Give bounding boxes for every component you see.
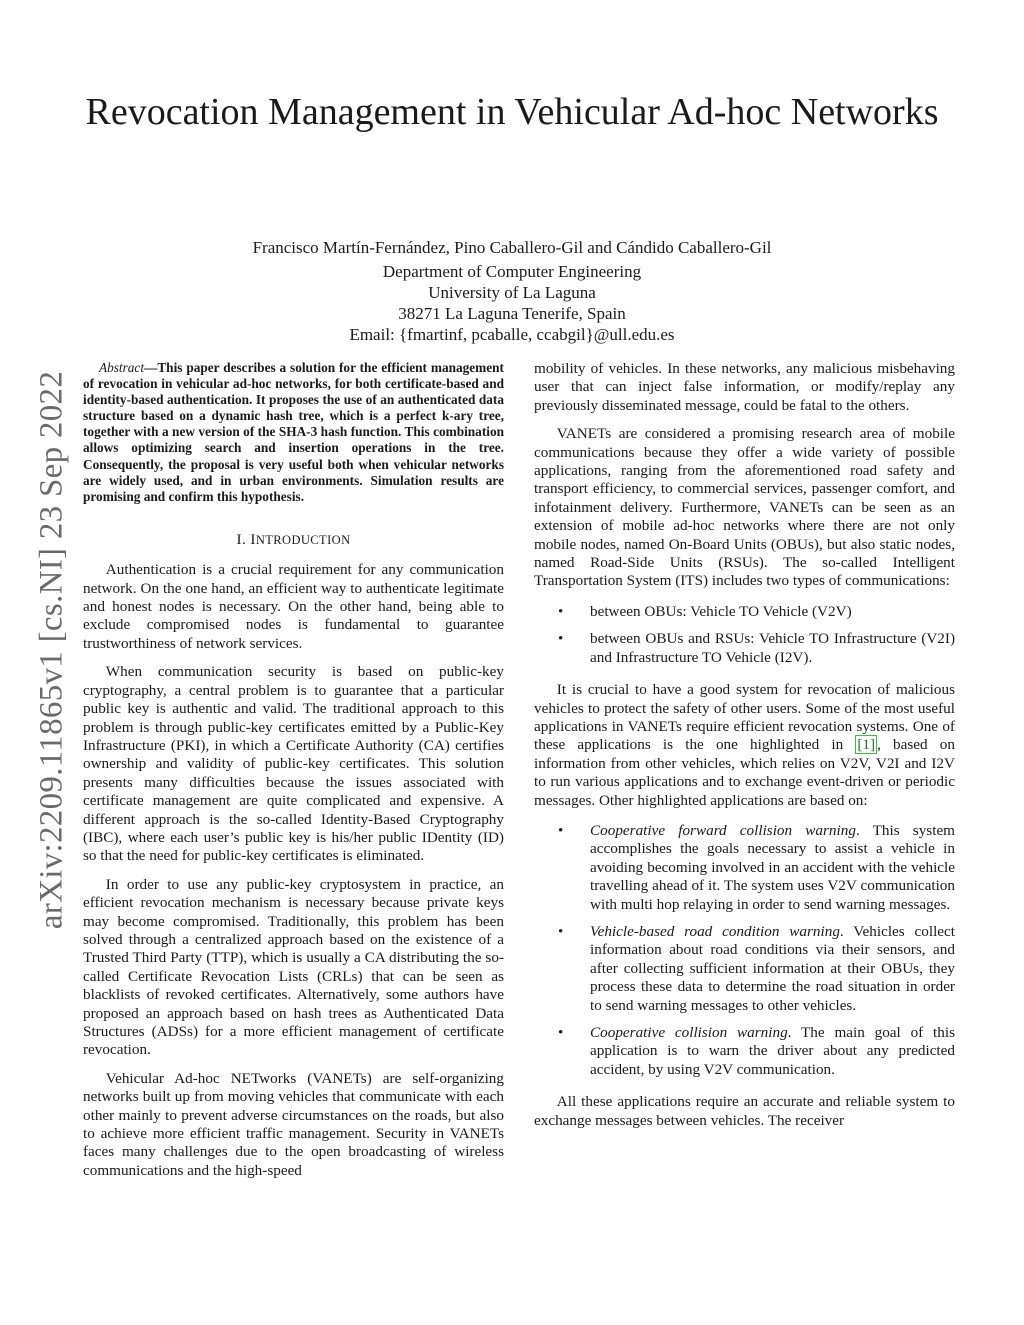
- list-item: • Cooperative forward collision warning. This system accomplishes the goals necessary to assist a vehicle in avoiding becoming involved in an accident with the vehicle travelling ahead of it. The system uses V2V communication with multi hop relaying in order to send warning messages.: [558, 821, 955, 913]
- arxiv-stamp: arXiv:2209.11865v1 [cs.NI] 23 Sep 2022: [33, 370, 70, 930]
- closing-paragraph: All these applications require an accurate and reliable system to exchange messages between vehicles. The receiver: [534, 1093, 955, 1129]
- applications-list: [534, 822, 955, 1079]
- list-item: • between OBUs and RSUs: Vehicle TO Infrastructure (V2I) and Infrastructure TO Vehicle (I2V).: [558, 630, 955, 666]
- abstract-text: —This paper describes a solution for the efficient management of revocation in vehicular ad-hoc networks, for both certificate-based and identity-based authentication. It proposes the use of an authenticated data structure based on a dynamic hash tree, which is a perfect k-ary tree, together with a new version of the SHA-3 hash function. This combination allows optimizing search and insertion operations in the tree. Consequently, the proposal is very useful both when vehicular networks are widely used, and in urban environments. Simulation results are promising and confirm this hypothesis.: [83, 360, 504, 504]
- application-name: Cooperative forward collision warning: [590, 821, 856, 839]
- list-item: • between OBUs: Vehicle TO Vehicle (V2V): [558, 602, 852, 620]
- abstract-label: Abstract: [98, 360, 145, 375]
- section-title-rest: NTRODUCTION: [255, 532, 351, 547]
- section-initial: I: [250, 530, 256, 548]
- section-number: I.: [236, 530, 247, 548]
- application-name: Cooperative collision warning: [590, 1024, 788, 1041]
- bullet-icon: •: [558, 1024, 564, 1041]
- affiliation-department: Department of Computer Engineering: [382, 262, 642, 281]
- affiliation-address: 38271 La Laguna Tenerife, Spain: [398, 304, 626, 323]
- bullet-icon: •: [558, 922, 564, 940]
- communication-types-list: [534, 603, 955, 667]
- intro-paragraph-4: Vehicular Ad-hoc NETworks (VANETs) are self-organizing networks built up from moving vehicles that communicate with each other mainly to prevent adverse circumstances on the roads, but also to achieve more efficient traffic management. Security in VANETs faces many challenges due to the open broadcasting of wireless communications and the high-speed: [83, 1069, 504, 1179]
- intro-paragraph-2: When communication security is based on public-key cryptography, a central problem is to guarantee that a particular public key is authentic and valid. The traditional approach to this problem is through public-key certificates emitted by a Public-Key Infrastructure (PKI), in which a Certificate Authority (CA) certifies ownership and validity of public-key certificates. This solution presents many difficulties because the issues associated with certificate management are quite complicated and expensive. A different approach is the so-called Identity-Based Cryptography (IBC), where each user’s public key is his/her public IDentity (ID) so that the need for public-key certificates is eliminated.: [83, 663, 504, 865]
- section-heading-introduction: [83, 531, 504, 549]
- abstract: [83, 360, 504, 505]
- author-block: [60, 237, 964, 345]
- list-item: • Cooperative collision warning. The main goal of this application is to warn the driver about any predicted accident, by using V2V communication.: [558, 1024, 956, 1078]
- author-email: Email: {fmartinf, pcaballe, ccabgil}@ull.edu.es: [349, 325, 675, 344]
- citation-link[interactable]: [1]: [857, 736, 876, 754]
- paper-title: Revocation Management in Vehicular Ad-hoc Networks: [85, 91, 939, 133]
- vanets-paragraph: VANETs are considered a promising research area of mobile communications because they offer a wide variety of possible applications, ranging from the aforementioned road safety and transport efficiency, to commercial services, passenger comfort, and infotainment delivery. Furthermore, VANETs can be seen as an extension of mobile ad-hoc networks where there are not only mobile nodes, named On-Board Units (OBUs), but also static nodes, named Road-Side Units (RSUs). The so-called Intelligent Transportation System (ITS) includes two types of communications:: [534, 425, 955, 590]
- right-column: [534, 360, 955, 1140]
- continuation-paragraph: mobility of vehicles. In these networks, any malicious misbehaving user that can inject false information, or modify/replay any previously disseminated message, could be fatal to the others.: [534, 360, 955, 414]
- left-column: [83, 360, 504, 1190]
- intro-paragraph-1: Authentication is a crucial requirement for any communication network. On the one hand, an efficient way to authenticate legitimate and honest nodes is necessary. On the other hand, being able to exclude compromised nodes is fundamental to guarantee trustworthiness of network services.: [83, 561, 504, 652]
- bullet-icon: •: [558, 602, 564, 620]
- crucial-paragraph: It is crucial to have a good system for revocation of malicious vehicles to protect the safety of other users. Some of the most useful applications in VANETs require efficient revocation systems. One of these applications is the one highlighted in [1] , based on information from other vehicles, which relies on V2V, V2I and I2V to run various applications and to exchange event-driven or periodic messages. Other highlighted applications are based on:: [534, 681, 955, 809]
- application-name: Vehicle-based road condition warning: [590, 922, 840, 940]
- bullet-icon: •: [558, 821, 564, 839]
- bullet-icon: •: [558, 630, 564, 648]
- affiliation-university: University of La Laguna: [428, 283, 596, 302]
- author-names: Francisco Martín-Fernández, Pino Caballero-Gil and Cándido Caballero-Gil: [252, 238, 772, 257]
- intro-paragraph-3: In order to use any public-key cryptosystem in practice, an efficient revocation mechanism is necessary because private keys may become compromised. Traditionally, this problem has been solved through a centralized approach based on the existence of a Trusted Third Party (TTP), which is usually a CA distributing the so-called Certificate Revocation Lists (CRLs) that can be seen as blacklists of revoked certificates. Alternatively, some authors have proposed an approach based on hash trees as Authenticated Data Structures (ADSs) for a more efficient management of certificate revocation.: [83, 875, 504, 1059]
- list-item: • Vehicle-based road condition warning. Vehicles collect information about road conditions via their sensors, and after collecting sufficient information at their OBUs, they process these data to determine the road situation in order to send warning messages to other vehicles.: [558, 922, 955, 1014]
